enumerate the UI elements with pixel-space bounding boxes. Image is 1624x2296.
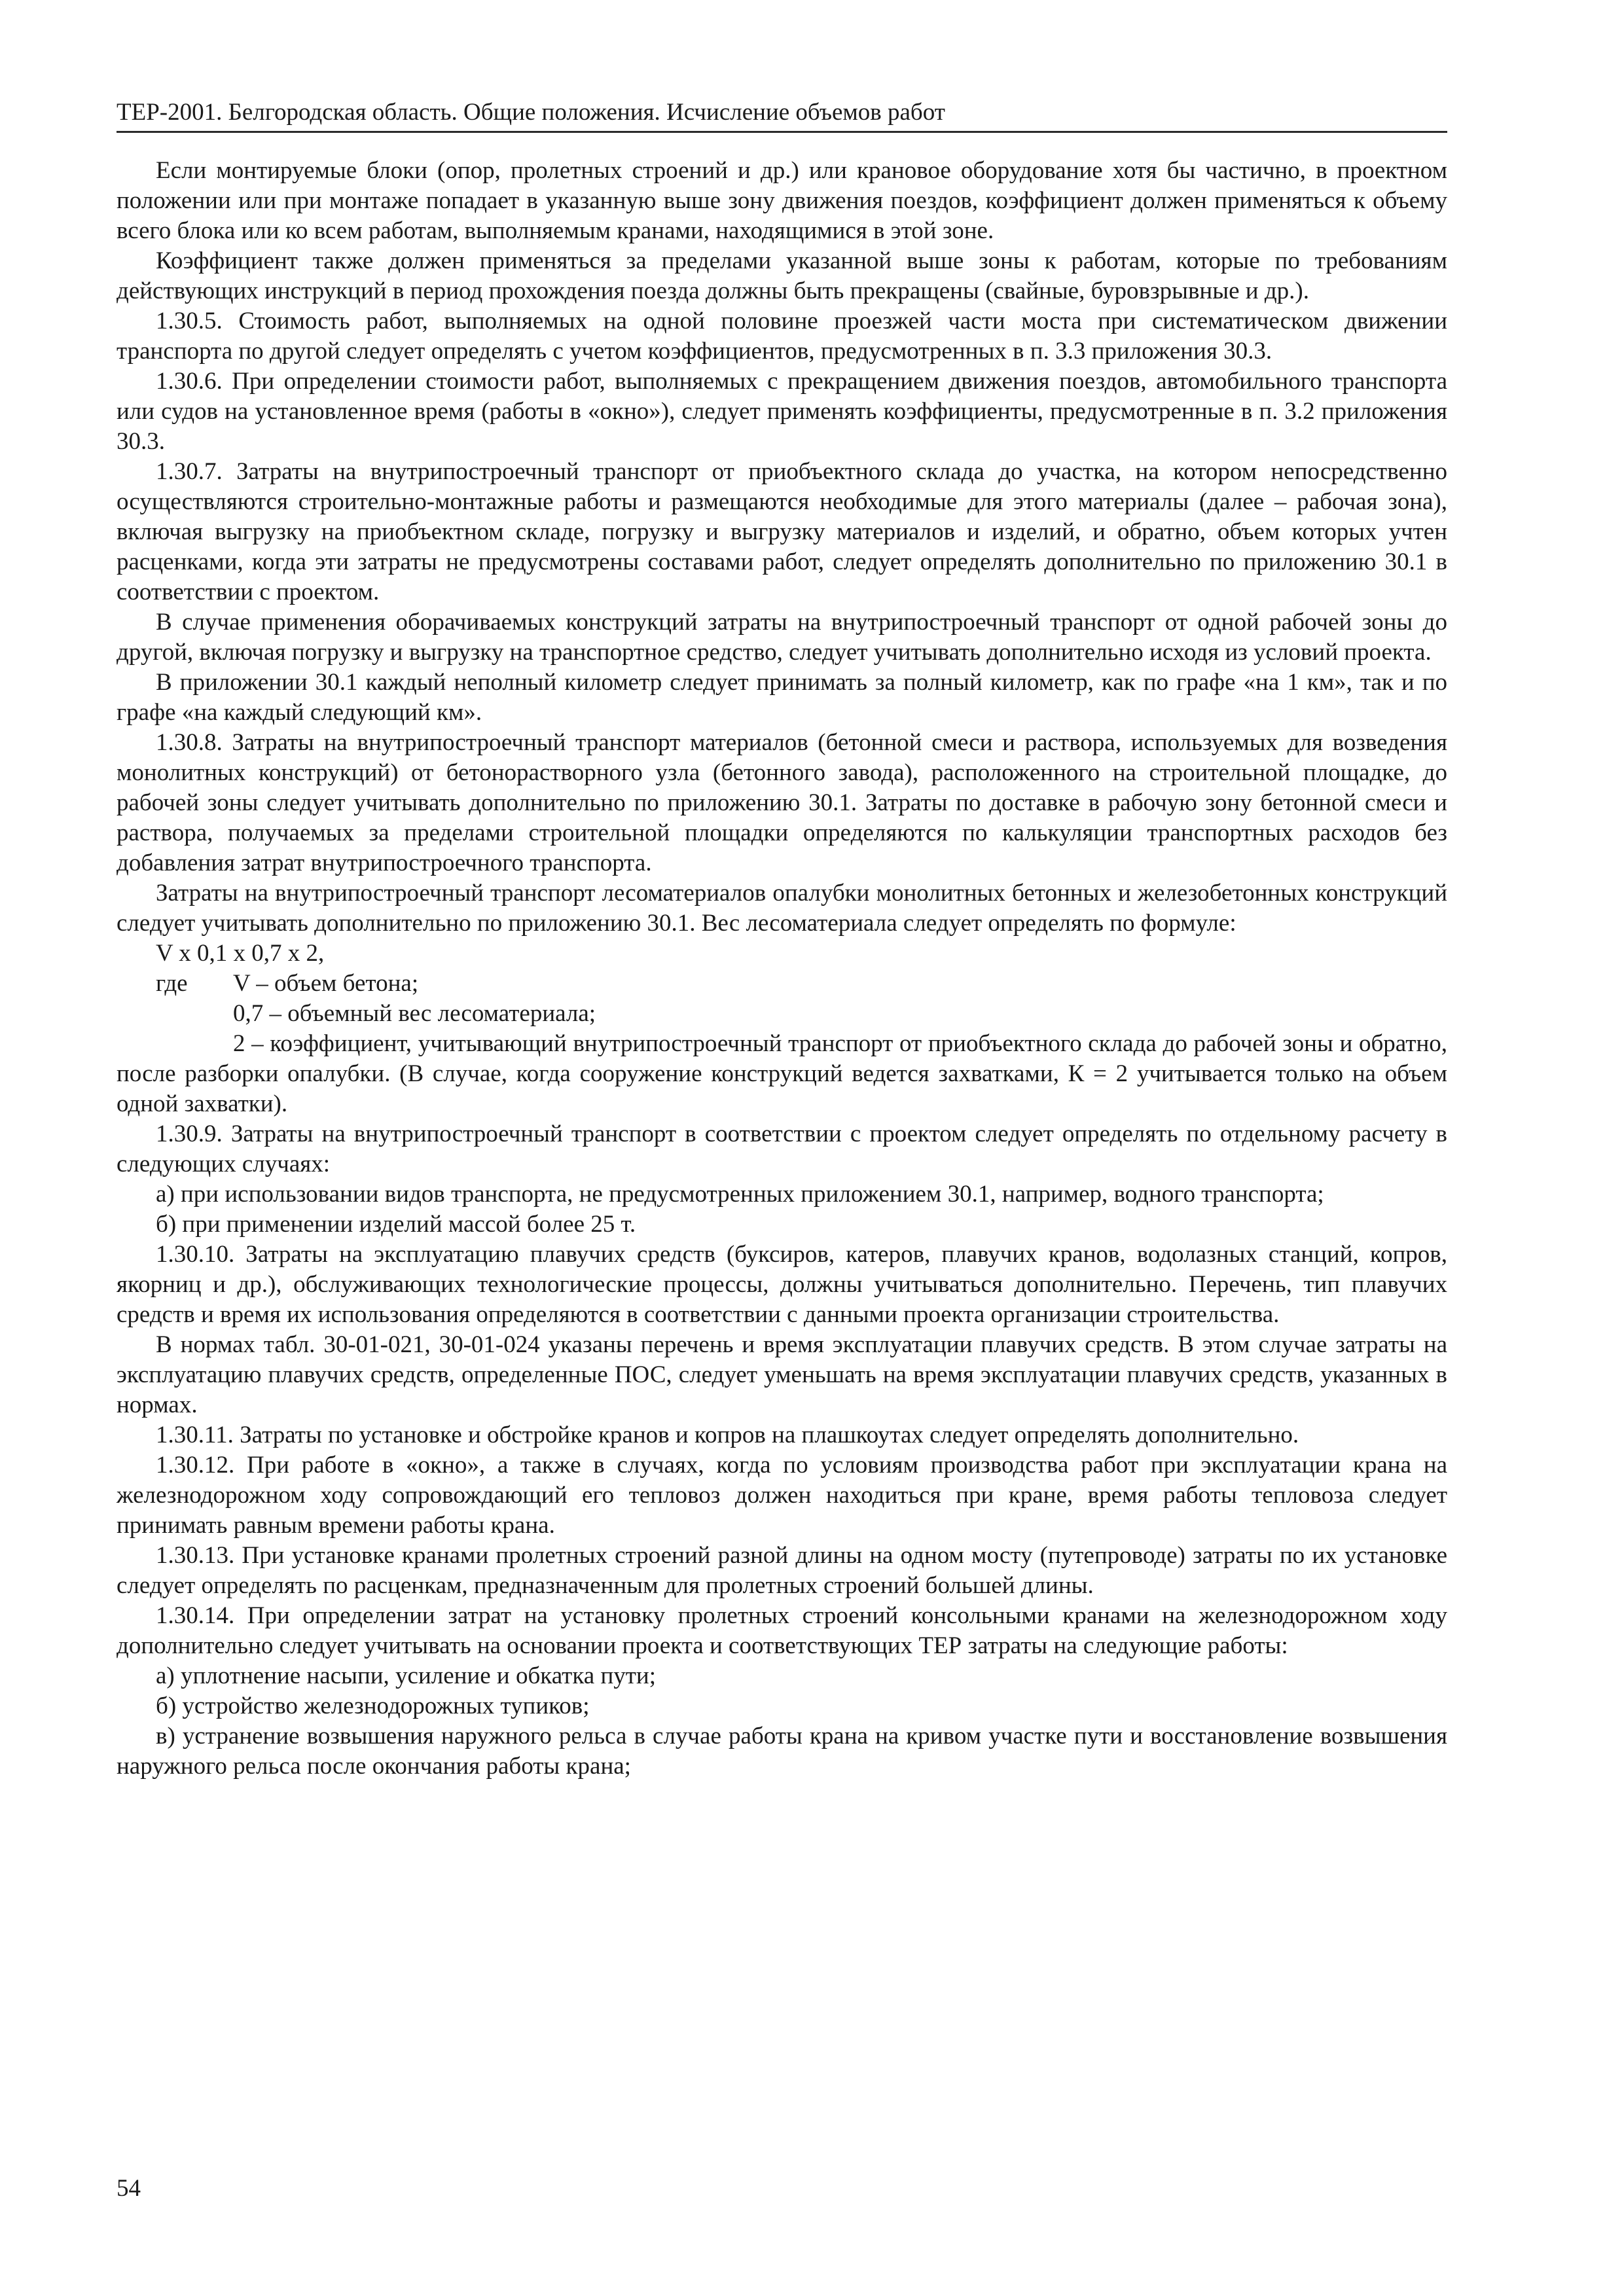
- paragraph: 1.30.8. Затраты на внутрипостроечный транспорт материалов (бетонной смеси и раствора, используемых для возведения монолитных конструкций) от бетонорастворного узла (бетонного завода), расположенного на строительной площадке, до рабочей зоны следует учитывать дополнительно по приложению 30.1. Затраты по доставке в рабочую зону бетонной смеси и раствора, получаемых за пределами строительной площадки определяются по калькуляции транспортных расходов без добавления затрат внутрипостроечного транспорта.: [117, 729, 1447, 876]
- paragraph: 1.30.13. При установке кранами пролетных строений разной длины на одном мосту (путепроводе) затраты по их установке следует определять по расценкам, предназначенным для пролетных строений большей длины.: [117, 1542, 1447, 1599]
- paragraph: Затраты на внутрипостроечный транспорт лесоматериалов опалубки монолитных бетонных и железобетонных конструкций следует учитывать дополнительно по приложению 30.1. Вес лесоматериала следует определять по формуле:: [117, 880, 1447, 937]
- paragraph: В приложении 30.1 каждый неполный километр следует принимать за полный километр, как по графе «на 1 км», так и по графе «на каждый следующий км».: [117, 669, 1447, 726]
- where-label: где: [156, 970, 188, 997]
- where-item: 0,7 – объемный вес лесоматериала;: [233, 1000, 596, 1027]
- list-item: а) уплотнение насыпи, усиление и обкатка пути;: [156, 1662, 656, 1689]
- paragraph: 1.30.10. Затраты на эксплуатацию плавучих средств (буксиров, катеров, плавучих кранов, водолазных станций, копров, якорниц и др.), обслуживающих технологические процессы, должны учитываться дополнительно. Перечень, тип плавучих средств и время их использования определяются в соответствии с данными проекта организации строительства.: [117, 1241, 1447, 1328]
- paragraph: В нормах табл. 30-01-021, 30-01-024 указаны перечень и время эксплуатации плавучих средств. В этом случае затраты на эксплуатацию плавучих средств, определенные ПОС, следует уменьшать на время эксплуатации плавучих средств, указанных в нормах.: [117, 1331, 1447, 1418]
- paragraph: Если монтируемые блоки (опор, пролетных строений и др.) или крановое оборудование хотя бы частично, в проектном положении или при монтаже попадает в указанную выше зону движения поездов, коэффициент должен применяться к объему всего блока или ко всем работам, выполняемым кранами, находящимися в этой зоне.: [117, 157, 1447, 244]
- formula: V x 0,1 x 0,7 x 2,: [156, 940, 325, 967]
- paragraph: 1.30.9. Затраты на внутрипостроечный транспорт в соответствии с проектом следует определять по отдельному расчету в следующих случаях:: [117, 1121, 1447, 1177]
- paragraph: 1.30.7. Затраты на внутрипостроечный транспорт от приобъектного склада до участка, на котором непосредственно осуществляются строительно-монтажные работы и размещаются необходимые для этого материалы (далее – рабочая зона), включая выгрузку на приобъектном складе, погрузку и выгрузку материалов и изделий, и обратно, объем которых учтен расценками, когда эти затраты не предусмотрены составами работ, следует определять дополнительно по приложению 30.1 в соответствии с проектом.: [117, 458, 1447, 605]
- paragraph: 1.30.5. Стоимость работ, выполняемых на одной половине проезжей части моста при систематическом движении транспорта по другой следует определять с учетом коэффициентов, предусмотренных в п. 3.3 приложения 30.3.: [117, 308, 1447, 365]
- list-item: а) при использовании видов транспорта, не предусмотренных приложением 30.1, например, водного транспорта;: [156, 1181, 1324, 1208]
- paragraph: Коэффициент также должен применяться за пределами указанной выше зоны к работам, которые по требованиям действующих инструкций в период прохождения поезда должны быть прекращены (свайные, буровзрывные и др.).: [117, 247, 1447, 304]
- page-number: 54: [117, 2175, 141, 2202]
- paragraph: 1.30.11. Затраты по установке и обстройке кранов и копров на плашкоутах следует определять дополнительно.: [156, 1422, 1299, 1448]
- list-item: б) при применении изделий массой более 25 т.: [156, 1211, 636, 1238]
- paragraph: В случае применения оборачиваемых конструкций затраты на внутрипостроечный транспорт от одной рабочей зоны до другой, включая погрузку и выгрузку на транспортное средство, следует учитывать дополнительно исходя из условий проекта.: [117, 609, 1447, 666]
- list-item: б) устройство железнодорожных тупиков;: [156, 1693, 590, 1719]
- paragraph: 1.30.6. При определении стоимости работ, выполняемых с прекращением движения поездов, автомобильного транспорта или судов на установленное время (работы в «окно»), следует применять коэффициенты, предусмотренные в п. 3.2 приложения 30.3.: [117, 368, 1447, 455]
- running-header: ТЕР-2001. Белгородская область. Общие положения. Исчисление объемов работ: [117, 98, 1447, 133]
- paragraph: 1.30.14. При определении затрат на установку пролетных строений консольными кранами на железнодорожном ходу дополнительно следует учитывать на основании проекта и соответствующих ТЕР затраты на следующие работы:: [117, 1602, 1447, 1659]
- paragraph: 1.30.12. При работе в «окно», а также в случаях, когда по условиям производства работ при эксплуатации крана на железнодорожном ходу сопровождающий его тепловоз должен находиться при кране, время работы тепловоза следует принимать равным времени работы крана.: [117, 1452, 1447, 1539]
- where-item: V – объем бетона;: [233, 970, 419, 997]
- list-item: в) устранение возвышения наружного рельса в случае работы крана на кривом участке пути и восстановление возвышения наружного рельса после окончания работы крана;: [117, 1723, 1447, 1780]
- where-definition: [117, 969, 1447, 999]
- where-item: 2 – коэффициент, учитывающий внутрипостроечный транспорт от приобъектного склада до рабочей зоны и обратно, после разборки опалубки. (В случае, когда сооружение конструкций ведется захватками, К = 2 учитывается только на объем одной захватки).: [117, 1030, 1447, 1117]
- page-body: [117, 156, 1447, 1782]
